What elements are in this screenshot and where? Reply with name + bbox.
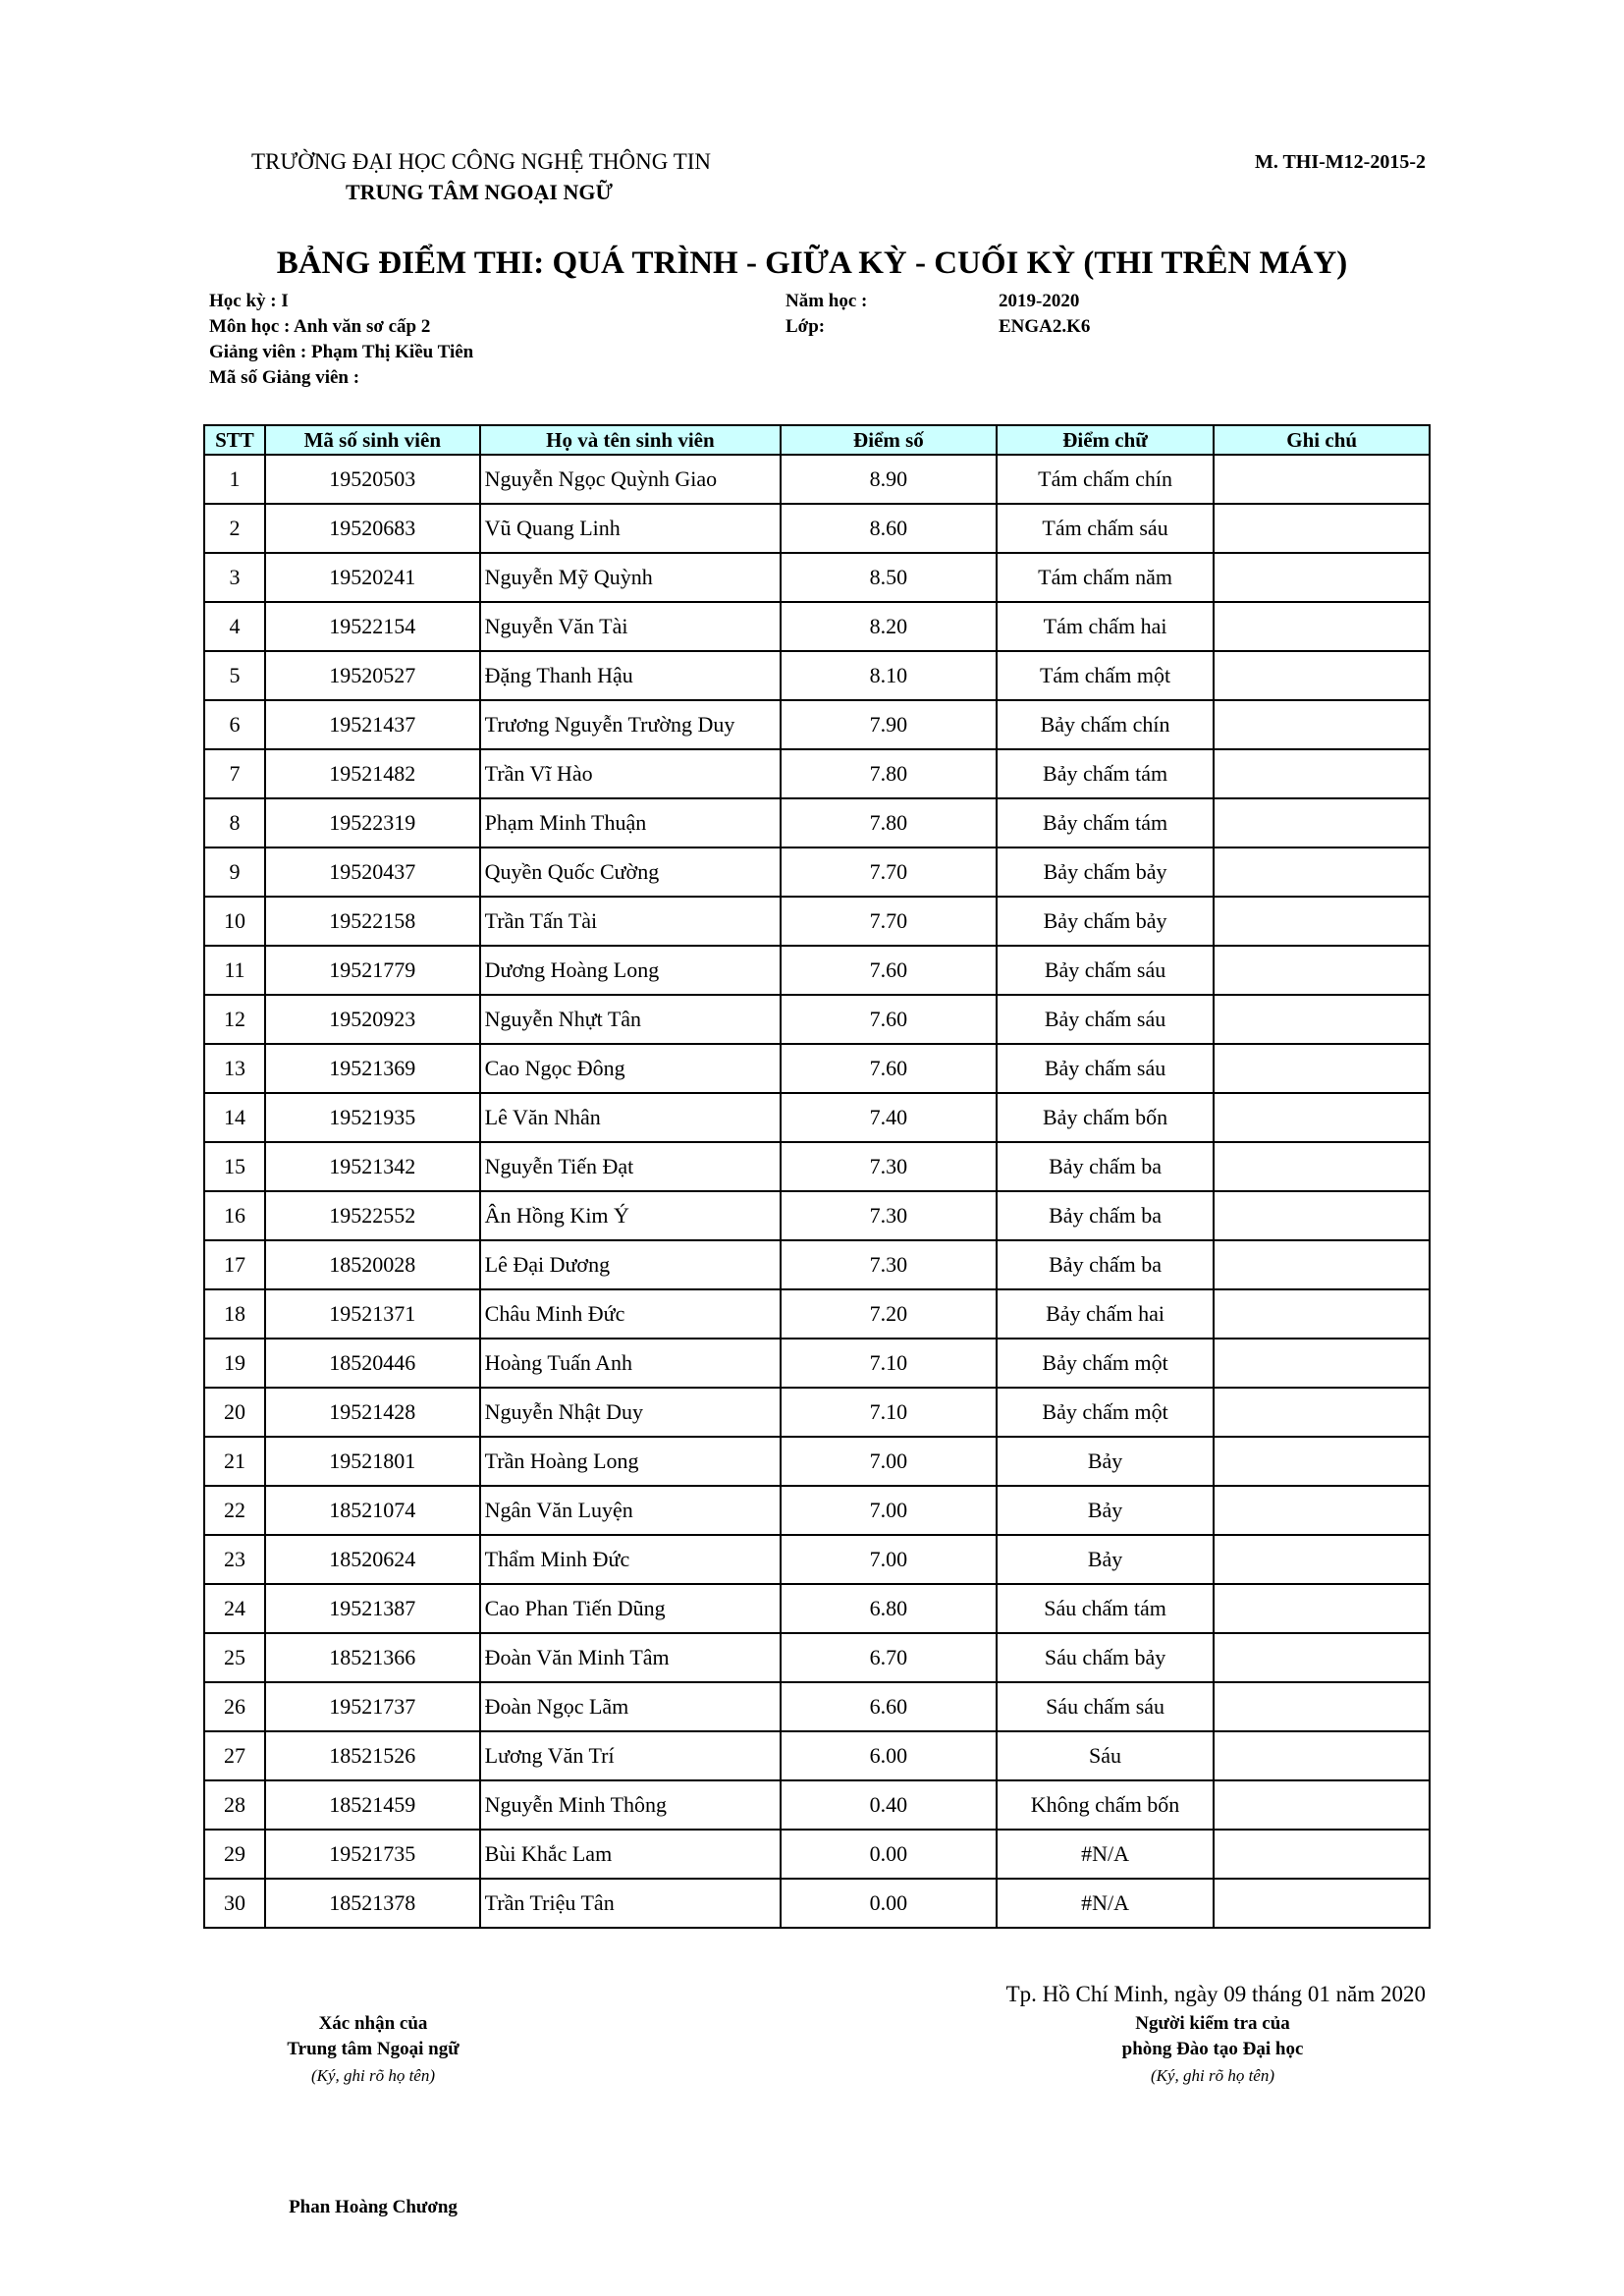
table-row [204, 1633, 1430, 1682]
header-student-name: Họ và tên sinh viên [480, 425, 781, 455]
cell-score-words: Sáu [997, 1731, 1215, 1780]
year-value: 2019-2020 [999, 291, 1080, 311]
cell-stt: 18 [204, 1289, 265, 1339]
table-row [204, 847, 1430, 897]
cell-score: 6.60 [781, 1682, 997, 1731]
cell-score: 7.10 [781, 1339, 997, 1388]
cell-score: 7.60 [781, 1044, 997, 1093]
cell-note [1214, 1289, 1430, 1339]
cell-student-name: Nguyễn Nhật Duy [480, 1388, 781, 1437]
cell-score-words: Bảy chấm bảy [997, 847, 1215, 897]
cell-note [1214, 651, 1430, 700]
table-row [204, 1830, 1430, 1879]
cell-student-id: 19521387 [265, 1584, 480, 1633]
grades-table [203, 424, 1431, 1929]
cell-note [1214, 1682, 1430, 1731]
cell-stt: 28 [204, 1780, 265, 1830]
cell-score: 6.70 [781, 1633, 997, 1682]
cell-score-words: #N/A [997, 1830, 1215, 1879]
cell-student-id: 19520503 [265, 455, 480, 504]
cell-score: 7.70 [781, 847, 997, 897]
table-row [204, 1240, 1430, 1289]
cell-score-words: Bảy chấm một [997, 1388, 1215, 1437]
cell-student-name: Trương Nguyễn Trường Duy [480, 700, 781, 749]
cell-student-id: 18521459 [265, 1780, 480, 1830]
document-title: BẢNG ĐIỂM THI: QUÁ TRÌNH - GIỮA KỲ - CUỐI KỲ (THI TRÊN MÁY) [276, 246, 1348, 281]
table-row [204, 1437, 1430, 1486]
cell-stt: 12 [204, 995, 265, 1044]
cell-note [1214, 1142, 1430, 1191]
cell-student-name: Nguyễn Tiến Đạt [480, 1142, 781, 1191]
cell-note [1214, 1437, 1430, 1486]
cell-note [1214, 1780, 1430, 1830]
date-line: Tp. Hồ Chí Minh, ngày 09 tháng 01 năm 2020 [1005, 1982, 1426, 2006]
cell-score: 7.30 [781, 1142, 997, 1191]
cell-student-id: 19521779 [265, 946, 480, 995]
cell-note [1214, 946, 1430, 995]
cell-student-id: 19521735 [265, 1830, 480, 1879]
cell-score-words: Sáu chấm tám [997, 1584, 1215, 1633]
cell-student-id: 18520446 [265, 1339, 480, 1388]
cell-score-words: Bảy chấm hai [997, 1289, 1215, 1339]
cell-student-name: Cao Ngọc Đông [480, 1044, 781, 1093]
cell-note [1214, 1388, 1430, 1437]
cell-score: 0.00 [781, 1830, 997, 1879]
table-row [204, 995, 1430, 1044]
header-stt: STT [204, 425, 265, 455]
table-row [204, 1780, 1430, 1830]
cell-student-id: 19521369 [265, 1044, 480, 1093]
cell-stt: 7 [204, 749, 265, 798]
cell-student-name: Nguyễn Ngọc Quỳnh Giao [480, 455, 781, 504]
cell-note [1214, 1535, 1430, 1584]
cell-note [1214, 602, 1430, 651]
cell-score: 6.00 [781, 1731, 997, 1780]
cell-note [1214, 847, 1430, 897]
cell-score: 0.40 [781, 1780, 997, 1830]
cell-score-words: Tám chấm hai [997, 602, 1215, 651]
cell-student-id: 19522319 [265, 798, 480, 847]
cell-student-id: 19521482 [265, 749, 480, 798]
cell-score: 7.10 [781, 1388, 997, 1437]
university-name: TRƯỜNG ĐẠI HỌC CÔNG NGHỆ THÔNG TIN [251, 149, 712, 174]
cell-score-words: Bảy chấm sáu [997, 946, 1215, 995]
cell-score-words: Tám chấm sáu [997, 504, 1215, 553]
cell-score-words: Không chấm bốn [997, 1780, 1215, 1830]
cell-score: 7.90 [781, 700, 997, 749]
left-sign-note: (Ký, ghi rõ họ tên) [310, 2066, 436, 2085]
cell-student-name: Trần Vĩ Hào [480, 749, 781, 798]
right-sign-note: (Ký, ghi rõ họ tên) [1150, 2066, 1275, 2085]
cell-score-words: #N/A [997, 1879, 1215, 1928]
table-row [204, 749, 1430, 798]
cell-note [1214, 995, 1430, 1044]
cell-student-id: 19520437 [265, 847, 480, 897]
cell-student-id: 19520527 [265, 651, 480, 700]
cell-student-id: 18521366 [265, 1633, 480, 1682]
table-row [204, 798, 1430, 847]
table-row [204, 1682, 1430, 1731]
cell-note [1214, 1093, 1430, 1142]
cell-score-words: Bảy chấm ba [997, 1240, 1215, 1289]
cell-stt: 27 [204, 1731, 265, 1780]
cell-student-name: Ngân Văn Luyện [480, 1486, 781, 1535]
cell-score-words: Tám chấm chín [997, 455, 1215, 504]
cell-student-name: Đặng Thanh Hậu [480, 651, 781, 700]
table-row [204, 1584, 1430, 1633]
cell-student-id: 19522154 [265, 602, 480, 651]
cell-student-id: 19521428 [265, 1388, 480, 1437]
cell-note [1214, 1584, 1430, 1633]
header-score-words: Điểm chữ [997, 425, 1215, 455]
cell-score-words: Bảy chấm tám [997, 798, 1215, 847]
cell-note [1214, 749, 1430, 798]
header-note: Ghi chú [1214, 425, 1430, 455]
table-row [204, 1879, 1430, 1928]
cell-note [1214, 1044, 1430, 1093]
cell-student-name: Đoàn Ngọc Lãm [480, 1682, 781, 1731]
cell-score-words: Bảy chấm sáu [997, 1044, 1215, 1093]
cell-stt: 26 [204, 1682, 265, 1731]
class-value: ENGA2.K6 [999, 316, 1091, 337]
table-row [204, 1191, 1430, 1240]
cell-score: 7.00 [781, 1486, 997, 1535]
cell-student-id: 19522158 [265, 897, 480, 946]
cell-note [1214, 1879, 1430, 1928]
cell-stt: 20 [204, 1388, 265, 1437]
form-code: M. THI-M12-2015-2 [1254, 151, 1426, 173]
cell-student-id: 18521074 [265, 1486, 480, 1535]
cell-score-words: Bảy [997, 1486, 1215, 1535]
cell-note [1214, 455, 1430, 504]
cell-student-id: 19520683 [265, 504, 480, 553]
cell-student-name: Châu Minh Đức [480, 1289, 781, 1339]
lecturer-id-label: Mã số Giảng viên : [209, 367, 360, 388]
cell-note [1214, 553, 1430, 602]
cell-stt: 17 [204, 1240, 265, 1289]
table-row [204, 553, 1430, 602]
cell-score: 7.60 [781, 995, 997, 1044]
table-row [204, 651, 1430, 700]
cell-stt: 16 [204, 1191, 265, 1240]
subject-label: Môn học : Anh văn sơ cấp 2 [209, 316, 431, 337]
cell-stt: 3 [204, 553, 265, 602]
cell-student-name: Bùi Khắc Lam [480, 1830, 781, 1879]
cell-stt: 6 [204, 700, 265, 749]
cell-score: 6.80 [781, 1584, 997, 1633]
cell-note [1214, 1339, 1430, 1388]
cell-note [1214, 700, 1430, 749]
table-row [204, 1535, 1430, 1584]
class-label: Lớp: [785, 316, 826, 337]
cell-stt: 14 [204, 1093, 265, 1142]
cell-stt: 11 [204, 946, 265, 995]
signer-name: Phan Hoàng Chương [289, 2197, 458, 2217]
cell-stt: 19 [204, 1339, 265, 1388]
cell-note [1214, 1240, 1430, 1289]
table-row [204, 1388, 1430, 1437]
left-sign-line1: Xác nhận của [318, 2013, 428, 2034]
cell-score: 8.60 [781, 504, 997, 553]
header-student-id: Mã số sinh viên [265, 425, 480, 455]
cell-score: 7.80 [781, 749, 997, 798]
cell-student-name: Phạm Minh Thuận [480, 798, 781, 847]
table-row [204, 946, 1430, 995]
cell-score: 8.90 [781, 455, 997, 504]
cell-score: 7.20 [781, 1289, 997, 1339]
cell-score-words: Bảy chấm bảy [997, 897, 1215, 946]
cell-student-name: Nguyễn Nhựt Tân [480, 995, 781, 1044]
cell-note [1214, 1633, 1430, 1682]
cell-stt: 5 [204, 651, 265, 700]
semester-label: Học kỳ : I [209, 291, 289, 311]
cell-student-id: 19520923 [265, 995, 480, 1044]
cell-student-name: Cao Phan Tiến Dũng [480, 1584, 781, 1633]
cell-student-name: Ân Hồng Kim Ý [480, 1191, 781, 1240]
cell-student-name: Dương Hoàng Long [480, 946, 781, 995]
year-label: Năm học : [785, 291, 868, 311]
cell-stt: 1 [204, 455, 265, 504]
cell-score-words: Bảy chấm sáu [997, 995, 1215, 1044]
cell-score-words: Bảy chấm một [997, 1339, 1215, 1388]
cell-student-id: 19521342 [265, 1142, 480, 1191]
table-row [204, 897, 1430, 946]
cell-student-name: Lê Văn Nhân [480, 1093, 781, 1142]
cell-stt: 25 [204, 1633, 265, 1682]
cell-student-id: 19521737 [265, 1682, 480, 1731]
cell-score: 7.00 [781, 1437, 997, 1486]
cell-score: 7.30 [781, 1240, 997, 1289]
cell-score-words: Bảy chấm ba [997, 1191, 1215, 1240]
cell-note [1214, 1731, 1430, 1780]
cell-note [1214, 1191, 1430, 1240]
cell-note [1214, 1830, 1430, 1879]
cell-score: 8.50 [781, 553, 997, 602]
cell-score-words: Bảy [997, 1535, 1215, 1584]
cell-student-name: Nguyễn Mỹ Quỳnh [480, 553, 781, 602]
cell-stt: 21 [204, 1437, 265, 1486]
header-score: Điểm số [781, 425, 997, 455]
table-row [204, 602, 1430, 651]
cell-stt: 22 [204, 1486, 265, 1535]
cell-student-name: Nguyễn Minh Thông [480, 1780, 781, 1830]
cell-student-name: Thẩm Minh Đức [480, 1535, 781, 1584]
table-row [204, 1044, 1430, 1093]
cell-student-name: Quyền Quốc Cường [480, 847, 781, 897]
cell-score-words: Sáu chấm sáu [997, 1682, 1215, 1731]
cell-student-id: 19521801 [265, 1437, 480, 1486]
cell-stt: 10 [204, 897, 265, 946]
right-sign-line2: phòng Đào tạo Đại học [1121, 2039, 1304, 2059]
cell-note [1214, 798, 1430, 847]
cell-student-name: Đoàn Văn Minh Tâm [480, 1633, 781, 1682]
table-body [204, 455, 1430, 1928]
table-row [204, 1486, 1430, 1535]
cell-student-id: 18521378 [265, 1879, 480, 1928]
cell-score-words: Bảy chấm chín [997, 700, 1215, 749]
cell-stt: 4 [204, 602, 265, 651]
cell-score-words: Tám chấm một [997, 651, 1215, 700]
right-sign-line1: Người kiểm tra của [1135, 2013, 1290, 2034]
cell-score-words: Bảy chấm bốn [997, 1093, 1215, 1142]
cell-stt: 15 [204, 1142, 265, 1191]
cell-score: 8.10 [781, 651, 997, 700]
cell-score-words: Sáu chấm bảy [997, 1633, 1215, 1682]
cell-stt: 24 [204, 1584, 265, 1633]
cell-score: 7.70 [781, 897, 997, 946]
cell-score: 8.20 [781, 602, 997, 651]
cell-student-id: 18520624 [265, 1535, 480, 1584]
cell-score-words: Bảy [997, 1437, 1215, 1486]
cell-score: 7.40 [781, 1093, 997, 1142]
cell-note [1214, 897, 1430, 946]
table-header-row [204, 425, 1430, 455]
cell-score-words: Bảy chấm ba [997, 1142, 1215, 1191]
cell-stt: 23 [204, 1535, 265, 1584]
cell-score: 0.00 [781, 1879, 997, 1928]
cell-student-id: 19522552 [265, 1191, 480, 1240]
table-row [204, 1093, 1430, 1142]
cell-student-name: Vũ Quang Linh [480, 504, 781, 553]
table-row [204, 1731, 1430, 1780]
cell-stt: 8 [204, 798, 265, 847]
cell-student-name: Trần Triệu Tân [480, 1879, 781, 1928]
cell-student-id: 18520028 [265, 1240, 480, 1289]
table-row [204, 504, 1430, 553]
cell-student-name: Nguyễn Văn Tài [480, 602, 781, 651]
cell-note [1214, 1486, 1430, 1535]
cell-stt: 13 [204, 1044, 265, 1093]
cell-score-words: Tám chấm năm [997, 553, 1215, 602]
cell-student-id: 19521437 [265, 700, 480, 749]
cell-student-id: 18521526 [265, 1731, 480, 1780]
table-row [204, 1289, 1430, 1339]
cell-score: 7.60 [781, 946, 997, 995]
table-row [204, 1339, 1430, 1388]
cell-score: 7.80 [781, 798, 997, 847]
cell-score: 7.30 [781, 1191, 997, 1240]
left-sign-line2: Trung tâm Ngoại ngữ [287, 2039, 460, 2059]
cell-student-name: Trần Tấn Tài [480, 897, 781, 946]
cell-stt: 2 [204, 504, 265, 553]
cell-student-name: Hoàng Tuấn Anh [480, 1339, 781, 1388]
table-row [204, 700, 1430, 749]
lecturer-label: Giảng viên : Phạm Thị Kiều Tiên [209, 342, 474, 362]
cell-student-name: Lương Văn Trí [480, 1731, 781, 1780]
center-name: TRUNG TÂM NGOẠI NGỮ [346, 180, 613, 204]
cell-note [1214, 504, 1430, 553]
cell-student-name: Lê Đại Dương [480, 1240, 781, 1289]
cell-stt: 9 [204, 847, 265, 897]
cell-stt: 29 [204, 1830, 265, 1879]
cell-student-id: 19520241 [265, 553, 480, 602]
cell-stt: 30 [204, 1879, 265, 1928]
table-row [204, 1142, 1430, 1191]
cell-student-id: 19521371 [265, 1289, 480, 1339]
cell-score: 7.00 [781, 1535, 997, 1584]
cell-student-name: Trần Hoàng Long [480, 1437, 781, 1486]
cell-score-words: Bảy chấm tám [997, 749, 1215, 798]
cell-student-id: 19521935 [265, 1093, 480, 1142]
table-row [204, 455, 1430, 504]
